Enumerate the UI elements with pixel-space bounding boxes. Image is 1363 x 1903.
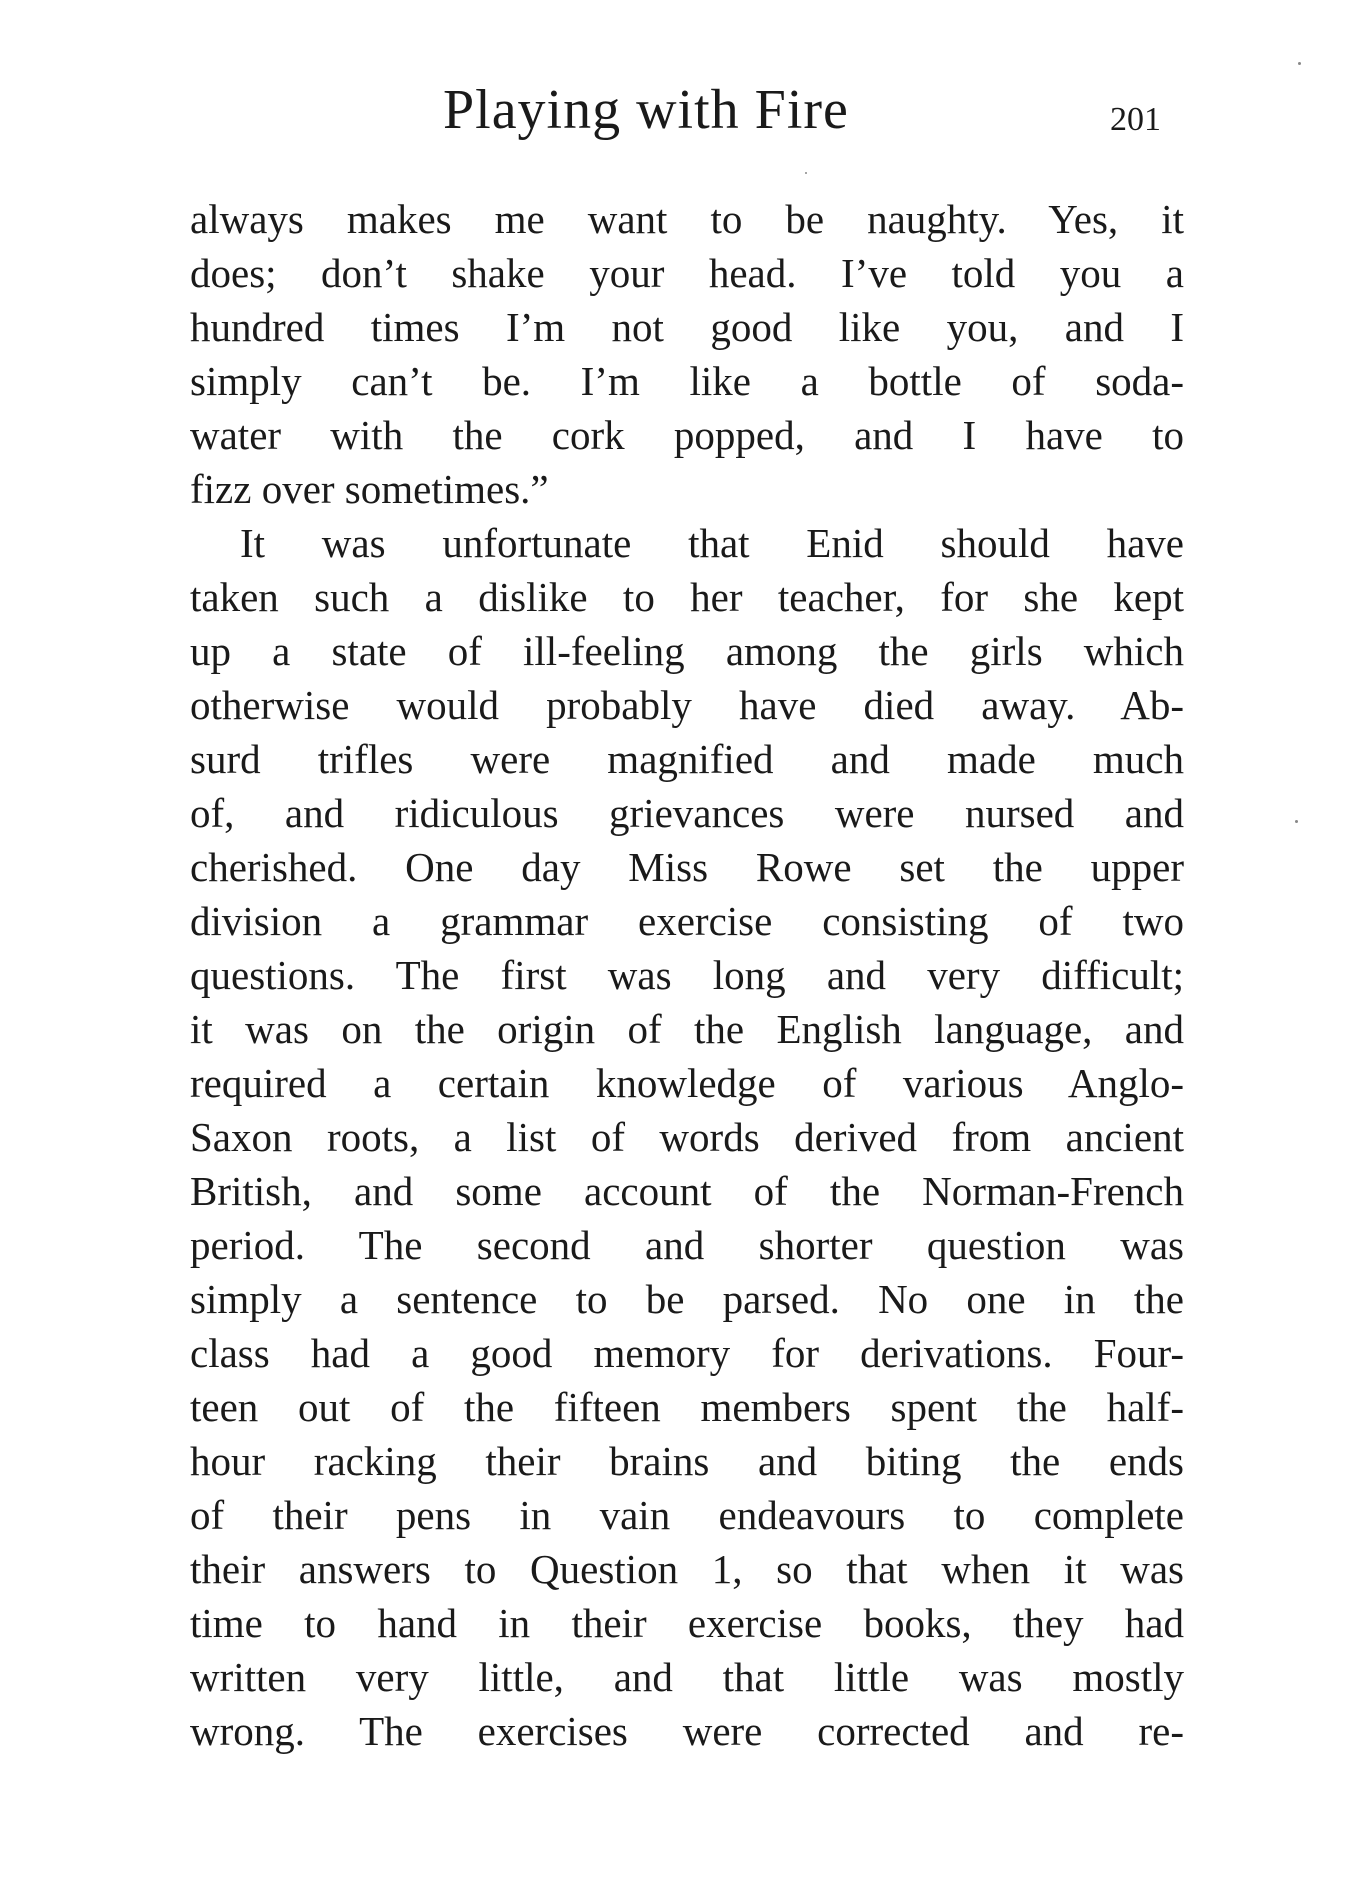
text-line: time to hand in their exercise books, they had <box>190 1600 1184 1646</box>
text-line: their answers to Question 1, so that when it was <box>190 1546 1184 1592</box>
text-line: period. The second and shorter question was <box>190 1222 1184 1268</box>
text-line: taken such a dislike to her teacher, for she kept <box>190 574 1184 620</box>
text-line: Saxon roots, a list of words derived from ancient <box>190 1114 1184 1160</box>
page-number: 201 <box>1110 101 1161 138</box>
text-line: of their pens in vain endeavours to complete <box>190 1492 1184 1538</box>
text-line: of, and ridiculous grievances were nursed and <box>190 790 1184 836</box>
text-line: otherwise would probably have died away. Ab- <box>190 682 1184 728</box>
text-line: water with the cork popped, and I have to <box>190 412 1184 458</box>
text-line: It was unfortunate that Enid should have <box>240 520 1184 566</box>
text-line: required a certain knowledge of various Anglo- <box>190 1060 1184 1106</box>
scan-speck <box>1298 62 1301 65</box>
text-line: always makes me want to be naughty. Yes, it <box>190 196 1184 242</box>
text-line: questions. The first was long and very difficult; <box>190 952 1184 998</box>
scan-speck <box>805 172 807 174</box>
scan-speck <box>1295 820 1298 823</box>
text-line: British, and some account of the Norman-French <box>190 1168 1184 1214</box>
text-line: fizz over sometimes.” <box>190 466 549 512</box>
text-line: up a state of ill-feeling among the girls which <box>190 628 1184 674</box>
text-line: simply can’t be. I’m like a bottle of soda- <box>190 358 1184 404</box>
text-line: hour racking their brains and biting the ends <box>190 1438 1184 1484</box>
text-line: surd trifles were magnified and made much <box>190 736 1184 782</box>
text-line: does; don’t shake your head. I’ve told you a <box>190 250 1184 296</box>
running-title: Playing with Fire <box>443 79 849 141</box>
text-line: wrong. The exercises were corrected and re- <box>190 1708 1184 1754</box>
text-line: class had a good memory for derivations. Four- <box>190 1330 1184 1376</box>
text-line: division a grammar exercise consisting of two <box>190 898 1184 944</box>
text-line: simply a sentence to be parsed. No one in the <box>190 1276 1184 1322</box>
text-line: written very little, and that little was mostly <box>190 1654 1184 1700</box>
text-line: cherished. One day Miss Rowe set the upper <box>190 844 1184 890</box>
text-line: it was on the origin of the English language, and <box>190 1006 1184 1052</box>
text-line: hundred times I’m not good like you, and I <box>190 304 1184 350</box>
body-text <box>190 192 1184 1758</box>
text-line: teen out of the fifteen members spent the half- <box>190 1384 1184 1430</box>
